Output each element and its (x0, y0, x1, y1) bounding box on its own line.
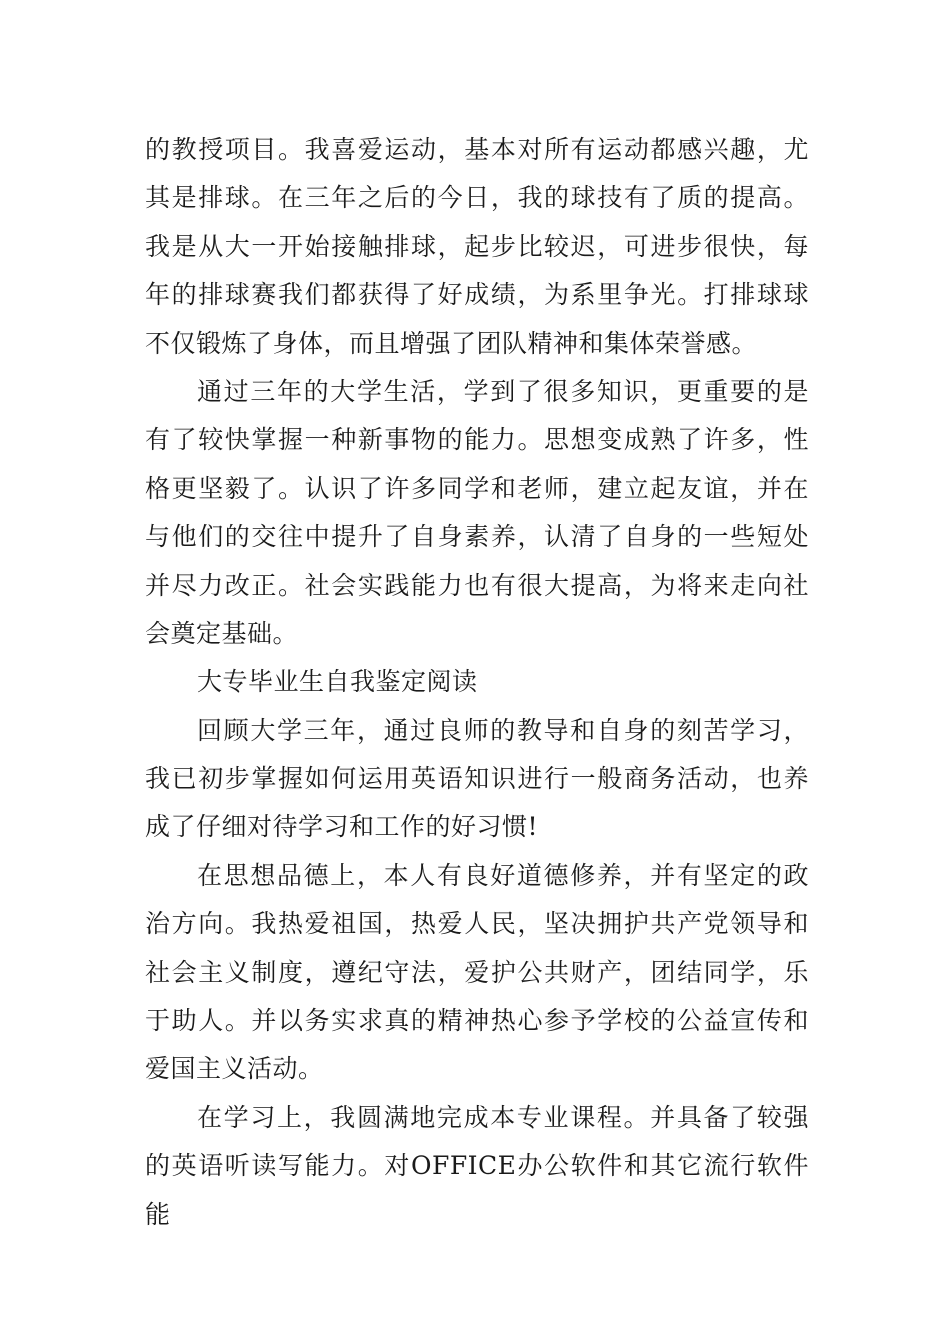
text-line: 成了仔细对待学习和工作的好习惯! (145, 812, 539, 842)
text-line: 回顾大学三年，通过良师的教导和自身的刻苦学习， (197, 715, 809, 745)
text-line: 社会主义制度，遵纪守法，爱护公共财产，团结同学，乐 (145, 957, 809, 987)
text-line: 有了较快掌握一种新事物的能力。思想变成熟了许多，性 (145, 425, 809, 455)
text-line: 于助人。并以务实求真的精神热心参予学校的公益宣传和 (145, 1006, 809, 1036)
text-line: 治方向。我热爱祖国，热爱人民，坚决拥护共产党领导和 (145, 909, 809, 939)
text-line: 在学习上，我圆满地完成本专业课程。并具备了较强 (197, 1102, 809, 1132)
text-line: 年的排球赛我们都获得了好成绩，为系里争光。打排球球 (145, 280, 809, 310)
text-line: 通过三年的大学生活，学到了很多知识，更重要的是 (197, 376, 809, 406)
text-line: 并尽力改正。社会实践能力也有很大提高，为将来走向社 (145, 570, 809, 600)
document-body (145, 126, 809, 1229)
text-line: 大专毕业生自我鉴定阅读 (197, 667, 478, 697)
text-line: 格更坚毅了。认识了许多同学和老师，建立起友谊，并在 (145, 473, 809, 503)
text-line: 不仅锻炼了身体，而且增强了团队精神和集体荣誉感。 (145, 328, 758, 358)
text-line: 我已初步掌握如何运用英语知识进行一般商务活动，也养 (145, 764, 809, 794)
text-line: 的英语听读写能力。对OFFICE办公软件和其它流行软件能 (145, 1151, 809, 1229)
text-line: 我是从大一开始接触排球，起步比较迟，可进步很快，每 (145, 231, 809, 261)
text-line: 与他们的交往中提升了自身素养，认清了自身的一些短处 (145, 522, 809, 552)
text-line: 会奠定基础。 (145, 618, 299, 648)
text-line: 爱国主义活动。 (145, 1054, 324, 1084)
text-line: 在思想品德上，本人有良好道德修养，并有坚定的政 (197, 860, 809, 890)
text-line: 的教授项目。我喜爱运动，基本对所有运动都感兴趣，尤 (145, 135, 809, 164)
text-line: 其是排球。在三年之后的今日，我的球技有了质的提高。 (145, 183, 809, 213)
